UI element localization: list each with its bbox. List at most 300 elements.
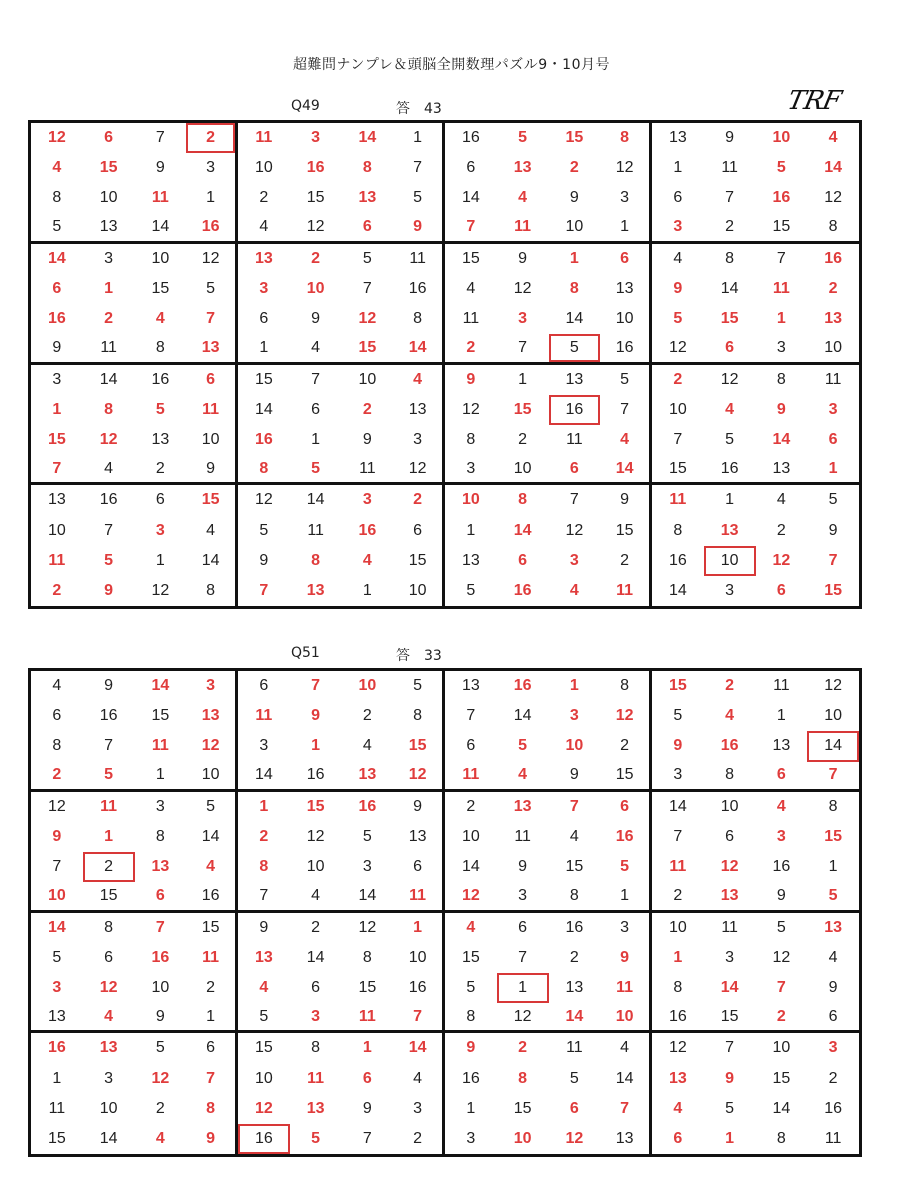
grid-cell: 1 xyxy=(311,430,321,448)
grid-cell: 12 xyxy=(254,491,273,509)
grid-cell: 10 xyxy=(668,400,687,418)
grid-cell: 12 xyxy=(306,828,325,846)
grid-cell: 12 xyxy=(99,430,118,448)
grid-cell: 7 xyxy=(600,395,652,425)
grid-cell: 4 xyxy=(466,280,476,298)
grid-cell: 2 xyxy=(186,123,238,153)
grid-cell: 3 xyxy=(652,762,704,792)
grid-cell: 7 xyxy=(259,581,269,599)
grid-cell: 9 xyxy=(155,159,165,177)
grid-cell: 14 xyxy=(513,707,532,725)
grid-cell: 9 xyxy=(600,485,652,515)
grid-cell: 15 xyxy=(600,515,652,545)
grid-cell: 10 xyxy=(565,737,584,755)
grid-cell: 7 xyxy=(518,948,528,966)
grid-cell: 15 xyxy=(756,214,808,244)
grid-cell: 13 xyxy=(47,491,66,509)
grid-cell: 1 xyxy=(518,370,528,388)
grid-cell: 15 xyxy=(668,677,687,695)
grid-cell: 15 xyxy=(513,400,532,418)
grid-cell: 3 xyxy=(776,828,786,846)
grid-cell: 16 xyxy=(772,858,791,876)
answer-label: 答 33 xyxy=(396,648,442,664)
grid-cell: 16 xyxy=(824,1099,843,1117)
grid-cell: 4 xyxy=(776,491,786,509)
grid-cell: 3 xyxy=(393,425,445,455)
grid-cell: 8 xyxy=(362,948,372,966)
grid-cell: 8 xyxy=(311,1039,321,1057)
grid-cell: 1 xyxy=(104,828,114,846)
grid-cell: 7 xyxy=(155,918,165,936)
grid-cell: 13 xyxy=(461,677,480,695)
grid-cell: 12 xyxy=(186,244,238,274)
grid-cell: 9 xyxy=(311,310,321,328)
grid-cell: 1 xyxy=(673,159,683,177)
grid-cell: 12 xyxy=(720,370,739,388)
grid-cell: 11 xyxy=(393,882,445,912)
grid-cell: 6 xyxy=(362,1069,372,1087)
grid-cell: 3 xyxy=(466,1129,476,1147)
grid-cell: 10 xyxy=(99,1099,118,1117)
grid-cell: 13 xyxy=(704,882,756,912)
page-title: 超難問ナンプレ＆頭脳全開数理パズル9・10月号 xyxy=(293,57,610,73)
grid-cell: 4 xyxy=(828,129,838,147)
grid-cell: 15 xyxy=(704,1003,756,1033)
grid-cell: 10 xyxy=(151,978,170,996)
grid-cell: 1 xyxy=(497,973,549,1003)
grid-cell: 12 xyxy=(393,762,445,792)
grid-cell: 2 xyxy=(518,1039,528,1057)
grid-cell: 6 xyxy=(569,1099,579,1117)
grid-cell: 11 xyxy=(772,280,790,298)
grid-cell: 11 xyxy=(824,1129,842,1147)
grid-cell: 11 xyxy=(48,1099,66,1117)
grid-cell: 9 xyxy=(393,214,445,244)
grid-cell: 1 xyxy=(155,551,165,569)
grid-cell: 4 xyxy=(52,677,62,695)
grid-cell: 2 xyxy=(311,918,321,936)
grid-cell: 6 xyxy=(393,515,445,545)
grid-cell: 4 xyxy=(673,249,683,267)
grid-cell: 7 xyxy=(362,280,372,298)
grid-cell: 10 xyxy=(549,214,601,244)
grid-cell: 6 xyxy=(466,737,476,755)
grid-cell: 5 xyxy=(807,882,859,912)
grid-cell: 4 xyxy=(776,797,786,815)
grid-cell: 1 xyxy=(238,334,290,364)
grid-cell: 2 xyxy=(828,1069,838,1087)
grid-cell: 13 xyxy=(186,701,238,731)
grid-cell: 4 xyxy=(725,400,735,418)
grid-cell: 5 xyxy=(776,159,786,177)
grid-cell: 16 xyxy=(461,129,480,147)
grid-cell: 3 xyxy=(52,370,62,388)
grid-cell: 5 xyxy=(362,828,372,846)
grid-cell: 11 xyxy=(186,395,238,425)
grid-cell: 12 xyxy=(290,214,342,244)
grid-cell: 10 xyxy=(668,918,687,936)
grid-cell: 9 xyxy=(756,882,808,912)
grid-cell: 3 xyxy=(725,948,735,966)
grid-cell: 14 xyxy=(186,546,238,576)
grid-cell: 13 xyxy=(668,1069,687,1087)
grid-cell: 2 xyxy=(673,370,683,388)
grid-cell: 10 xyxy=(31,882,83,912)
grid-cell: 15 xyxy=(306,189,325,207)
grid-cell: 9 xyxy=(776,400,786,418)
grid-cell: 6 xyxy=(756,762,808,792)
answer-label: 答 43 xyxy=(396,101,442,117)
grid-cell: 15 xyxy=(254,370,273,388)
grid-cell: 15 xyxy=(720,310,739,328)
grid-cell: 14 xyxy=(720,280,739,298)
grid-cell: 9 xyxy=(518,858,528,876)
grid-cell: 1 xyxy=(828,858,838,876)
grid-cell: 7 xyxy=(393,153,445,183)
grid-cell: 7 xyxy=(238,882,290,912)
grid-cell: 8 xyxy=(311,551,321,569)
grid-cell: 5 xyxy=(828,491,838,509)
grid-cell: 8 xyxy=(776,1129,786,1147)
grid-cell: 8 xyxy=(673,978,683,996)
grid-cell: 15 xyxy=(461,948,480,966)
grid-cell: 13 xyxy=(461,551,480,569)
grid-cell: 7 xyxy=(311,370,321,388)
grid-cell: 13 xyxy=(720,521,739,539)
grid-cell: 14 xyxy=(513,521,532,539)
grid-cell: 11 xyxy=(307,521,324,539)
grid-cell: 11 xyxy=(307,1069,325,1087)
grid-cell: 15 xyxy=(47,430,66,448)
puzzle-label: Q49 xyxy=(291,98,320,114)
grid-cell: 2 xyxy=(186,973,238,1003)
grid-cell: 13 xyxy=(668,129,687,147)
grid-cell: 10 xyxy=(151,249,170,267)
grid-cell: 1 xyxy=(393,123,445,153)
grid-cell: 3 xyxy=(104,249,114,267)
grid-cell: 5 xyxy=(549,334,601,364)
grid-cell: 11 xyxy=(824,370,842,388)
grid-cell: 15 xyxy=(254,1039,273,1057)
grid-cell: 5 xyxy=(725,1099,735,1117)
grid-cell: 9 xyxy=(31,334,83,364)
grid-cell: 16 xyxy=(290,762,342,792)
grid-cell: 14 xyxy=(342,882,394,912)
grid-cell: 5 xyxy=(673,707,683,725)
grid-cell: 5 xyxy=(31,214,83,244)
grid-cell: 3 xyxy=(186,153,238,183)
grid-cell: 5 xyxy=(776,918,786,936)
grid-cell: 11 xyxy=(566,430,583,448)
grid-cell: 14 xyxy=(151,677,170,695)
grid-cell: 7 xyxy=(104,521,114,539)
grid-cell: 8 xyxy=(362,159,372,177)
grid-cell: 7 xyxy=(155,129,165,147)
grid-cell: 9 xyxy=(259,551,269,569)
grid-cell: 14 xyxy=(668,797,687,815)
grid-cell: 11 xyxy=(600,576,652,606)
grid-cell: 11 xyxy=(255,707,273,725)
grid-cell: 5 xyxy=(393,671,445,701)
grid-cell: 6 xyxy=(828,430,838,448)
grid-cell: 14 xyxy=(565,310,584,328)
grid-cell: 7 xyxy=(52,858,62,876)
grid-cell: 5 xyxy=(673,310,683,328)
grid-cell: 12 xyxy=(513,280,532,298)
grid-cell: 6 xyxy=(155,491,165,509)
grid-cell: 8 xyxy=(549,882,601,912)
grid-cell: 5 xyxy=(238,1003,290,1033)
grid-cell: 10 xyxy=(99,189,118,207)
grid-cell: 5 xyxy=(186,274,238,304)
grid-cell: 6 xyxy=(518,551,528,569)
grid-cell: 16 xyxy=(704,455,756,485)
grid-cell: 3 xyxy=(725,581,735,599)
grid-cell: 9 xyxy=(104,581,114,599)
grid-cell: 14 xyxy=(824,159,843,177)
grid-cell: 8 xyxy=(518,1069,528,1087)
grid-cell: 8 xyxy=(600,671,652,701)
grid-cell: 14 xyxy=(186,822,238,852)
grid-cell: 13 xyxy=(393,395,445,425)
grid-cell: 7 xyxy=(725,1039,735,1057)
grid-cell: 9 xyxy=(828,521,838,539)
grid-cell: 10 xyxy=(358,370,377,388)
grid-cell: 1 xyxy=(104,280,114,298)
grid-cell: 3 xyxy=(652,214,704,244)
grid-cell: 2 xyxy=(652,882,704,912)
grid-cell: 2 xyxy=(52,581,62,599)
grid-cell: 1 xyxy=(52,1069,62,1087)
grid-cell: 13 xyxy=(600,1124,652,1154)
grid-cell: 16 xyxy=(151,370,170,388)
grid-cell: 3 xyxy=(828,400,838,418)
grid-cell: 12 xyxy=(824,189,843,207)
grid-cell: 16 xyxy=(358,797,377,815)
grid-cell: 4 xyxy=(290,334,342,364)
grid-cell: 11 xyxy=(669,858,687,876)
grid-cell: 1 xyxy=(362,581,372,599)
grid-cell: 7 xyxy=(776,978,786,996)
grid-cell: 8 xyxy=(673,521,683,539)
grid-cell: 13 xyxy=(565,370,584,388)
grid-cell: 3 xyxy=(155,521,165,539)
grid-cell: 7 xyxy=(466,707,476,725)
grid-cell: 16 xyxy=(47,1039,66,1057)
grid-cell: 13 xyxy=(306,1099,325,1117)
grid-cell: 16 xyxy=(99,707,118,725)
grid-cell: 16 xyxy=(238,1124,290,1154)
grid-cell: 6 xyxy=(807,1003,859,1033)
grid-cell: 16 xyxy=(393,973,445,1003)
grid-cell: 7 xyxy=(362,1129,372,1147)
grid-cell: 6 xyxy=(52,707,62,725)
grid-cell: 13 xyxy=(513,159,532,177)
grid-cell: 1 xyxy=(52,400,62,418)
grid-cell: 16 xyxy=(549,395,601,425)
grid-cell: 14 xyxy=(99,370,118,388)
grid-cell: 16 xyxy=(600,334,652,364)
grid-cell: 1 xyxy=(259,797,269,815)
grid-cell: 2 xyxy=(828,280,838,298)
sudoku-grid-q49 xyxy=(28,120,862,609)
grid-cell: 13 xyxy=(824,310,843,328)
grid-cell: 2 xyxy=(362,707,372,725)
grid-cell: 7 xyxy=(725,189,735,207)
grid-cell: 10 xyxy=(306,858,325,876)
grid-cell: 15 xyxy=(393,546,445,576)
grid-cell: 5 xyxy=(104,551,114,569)
grid-cell: 16 xyxy=(306,159,325,177)
grid-cell: 15 xyxy=(393,731,445,761)
grid-cell: 1 xyxy=(186,183,238,213)
grid-cell: 1 xyxy=(600,214,652,244)
grid-cell: 15 xyxy=(772,1069,791,1087)
grid-cell: 14 xyxy=(306,491,325,509)
grid-cell: 15 xyxy=(358,978,377,996)
grid-cell: 11 xyxy=(600,973,652,1003)
grid-cell: 6 xyxy=(673,189,683,207)
grid-cell: 11 xyxy=(566,1039,583,1057)
grid-cell: 9 xyxy=(135,1003,187,1033)
grid-cell: 13 xyxy=(186,334,238,364)
grid-cell: 15 xyxy=(342,334,394,364)
grid-cell: 11 xyxy=(151,189,169,207)
grid-cell: 3 xyxy=(155,797,165,815)
grid-cell: 1 xyxy=(807,455,859,485)
grid-cell: 10 xyxy=(772,129,791,147)
grid-cell: 6 xyxy=(104,129,114,147)
sudoku-grid-q51 xyxy=(28,668,862,1157)
grid-cell: 4 xyxy=(569,581,579,599)
grid-cell: 16 xyxy=(720,737,739,755)
grid-cell: 14 xyxy=(772,1099,791,1117)
grid-cell: 9 xyxy=(828,978,838,996)
grid-cell: 6 xyxy=(518,918,528,936)
grid-cell: 2 xyxy=(445,334,497,364)
grid-cell: 15 xyxy=(151,280,170,298)
grid-cell: 8 xyxy=(155,828,165,846)
grid-cell: 9 xyxy=(569,189,579,207)
grid-cell: 5 xyxy=(466,581,476,599)
grid-cell: 2 xyxy=(704,214,756,244)
signature-mark: TRF xyxy=(784,86,844,116)
grid-cell: 14 xyxy=(772,430,791,448)
grid-cell: 11 xyxy=(445,762,497,792)
grid-cell: 4 xyxy=(259,978,269,996)
grid-cell: 2 xyxy=(259,828,269,846)
grid-cell: 5 xyxy=(466,978,476,996)
grid-cell: 9 xyxy=(466,1039,476,1057)
grid-cell: 15 xyxy=(565,858,584,876)
grid-cell: 12 xyxy=(445,882,497,912)
grid-cell: 9 xyxy=(600,943,652,973)
grid-cell: 2 xyxy=(725,677,735,695)
grid-cell: 8 xyxy=(186,1094,238,1124)
grid-cell: 14 xyxy=(99,1129,118,1147)
grid-cell: 8 xyxy=(393,304,445,334)
grid-cell: 4 xyxy=(155,310,165,328)
grid-cell: 12 xyxy=(254,1099,273,1117)
grid-cell: 5 xyxy=(518,129,528,147)
grid-cell: 16 xyxy=(358,521,377,539)
grid-cell: 8 xyxy=(569,280,579,298)
grid-cell: 10 xyxy=(497,455,549,485)
grid-cell: 3 xyxy=(756,334,808,364)
grid-cell: 6 xyxy=(259,677,269,695)
grid-cell: 10 xyxy=(393,943,445,973)
grid-cell: 10 xyxy=(600,304,652,334)
grid-cell: 14 xyxy=(668,581,687,599)
grid-cell: 1 xyxy=(362,1039,372,1057)
grid-cell: 2 xyxy=(362,400,372,418)
grid-cell: 13 xyxy=(772,737,791,755)
grid-cell: 7 xyxy=(673,430,683,448)
grid-cell: 14 xyxy=(807,731,859,761)
grid-cell: 12 xyxy=(497,1003,549,1033)
grid-cell: 7 xyxy=(807,762,859,792)
grid-cell: 16 xyxy=(565,918,584,936)
grid-cell: 16 xyxy=(186,214,238,244)
grid-cell: 16 xyxy=(47,310,66,328)
grid-cell: 16 xyxy=(600,822,652,852)
grid-cell: 14 xyxy=(47,249,66,267)
grid-cell: 5 xyxy=(311,1129,321,1147)
grid-cell: 4 xyxy=(600,1033,652,1063)
grid-cell: 5 xyxy=(290,455,342,485)
grid-cell: 4 xyxy=(673,1099,683,1117)
grid-cell: 6 xyxy=(52,280,62,298)
grid-cell: 4 xyxy=(52,159,62,177)
grid-cell: 8 xyxy=(704,762,756,792)
grid-cell: 11 xyxy=(151,737,169,755)
grid-cell: 5 xyxy=(600,365,652,395)
grid-cell: 4 xyxy=(186,852,238,882)
grid-cell: 10 xyxy=(47,521,66,539)
grid-cell: 15 xyxy=(513,1099,532,1117)
grid-cell: 10 xyxy=(720,797,739,815)
grid-cell: 13 xyxy=(83,214,135,244)
grid-cell: 16 xyxy=(461,1069,480,1087)
grid-cell: 10 xyxy=(186,425,238,455)
grid-cell: 9 xyxy=(186,1124,238,1154)
grid-cell: 9 xyxy=(725,129,735,147)
grid-cell: 5 xyxy=(186,792,238,822)
grid-cell: 10 xyxy=(772,1039,791,1057)
grid-cell: 3 xyxy=(569,707,579,725)
grid-cell: 9 xyxy=(311,707,321,725)
grid-cell: 11 xyxy=(721,918,738,936)
grid-cell: 4 xyxy=(362,551,372,569)
grid-cell: 4 xyxy=(238,214,290,244)
grid-cell: 12 xyxy=(47,129,66,147)
grid-cell: 11 xyxy=(186,943,238,973)
grid-cell: 15 xyxy=(565,129,584,147)
grid-cell: 10 xyxy=(704,546,756,576)
grid-cell: 12 xyxy=(720,858,739,876)
grid-cell: 4 xyxy=(83,455,135,485)
grid-cell: 2 xyxy=(135,455,187,485)
grid-cell: 11 xyxy=(342,1003,394,1033)
grid-cell: 2 xyxy=(756,1003,808,1033)
grid-cell: 15 xyxy=(83,882,135,912)
grid-cell: 3 xyxy=(362,491,372,509)
grid-cell: 14 xyxy=(461,189,480,207)
grid-cell: 4 xyxy=(186,515,238,545)
grid-cell: 9 xyxy=(673,737,683,755)
grid-cell: 3 xyxy=(569,551,579,569)
grid-cell: 6 xyxy=(673,1129,683,1147)
